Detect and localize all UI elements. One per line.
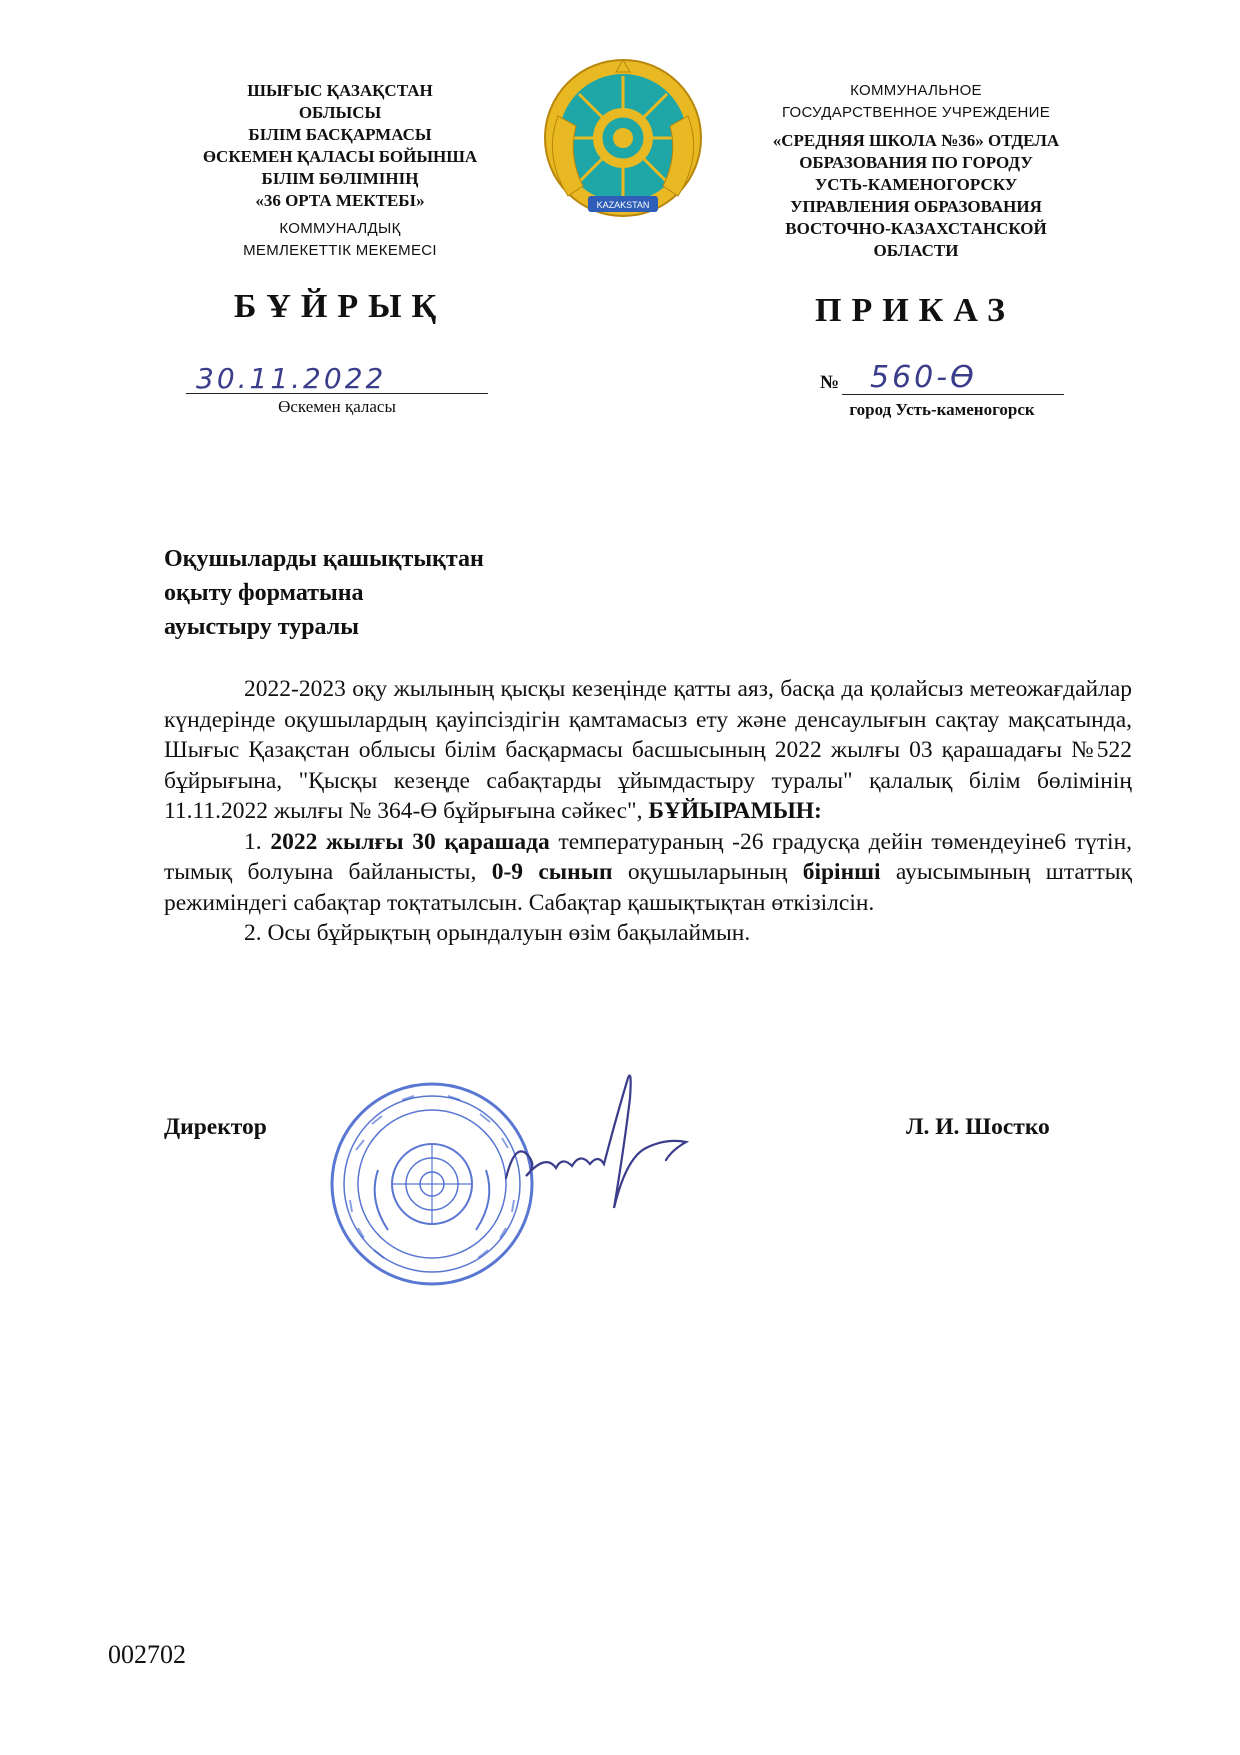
order-body	[164, 674, 1132, 949]
subject-line: Оқушыларды қашықтықтан	[164, 546, 484, 572]
date-handwritten: 30.11.2022	[196, 362, 387, 395]
paragraph-item-2: 2. Осы бұйрықтың орындалуын өзім бақылаймын.	[244, 920, 751, 946]
order-word: БҰЙЫРАМЫН:	[648, 798, 822, 824]
header-left-line: ШЫҒЫС ҚАЗАҚСТАН	[247, 81, 433, 100]
header-left-line: БІЛІМ БӨЛІМІНІҢ	[261, 169, 419, 188]
order-subject	[164, 542, 664, 644]
item-1-shift: бірінші	[802, 859, 881, 885]
handwritten-signature	[496, 1058, 720, 1214]
header-right-line: ГОСУДАРСТВЕННОЕ УЧРЕЖДЕНИЕ	[781, 104, 1051, 121]
header-left-line: ОБЛЫСЫ	[298, 103, 382, 122]
item-1-text-b: оқушыларының	[627, 859, 788, 885]
paragraph-preamble	[164, 674, 1132, 827]
header-left	[140, 80, 540, 262]
state-emblem	[538, 56, 708, 228]
header-left-line: БІЛІМ БАСҚАРМАСЫ	[248, 125, 432, 144]
header-left-org-type	[140, 218, 540, 262]
item-1-number: 1.	[244, 828, 262, 855]
item-1-grades: 0-9 сынып	[491, 859, 613, 885]
city-kazakh: Өскемен қаласы	[278, 397, 396, 416]
state-emblem-svg	[538, 56, 708, 228]
number-prefix: №	[820, 372, 840, 393]
header-left-org-name	[140, 80, 540, 212]
header-right-line: ОБЛАСТИ	[873, 241, 959, 260]
header-left-line: «36 ОРТА МЕКТЕБІ»	[255, 191, 425, 210]
signatory-title: Директор	[164, 1114, 267, 1140]
doc-type-russian: ПРИКАЗ	[815, 292, 1015, 329]
number-underline	[842, 394, 1064, 395]
city-russian: город Усть-каменогорск	[849, 400, 1035, 419]
preamble-text: 2022-2023 оқу жылының қысқы кезеңінде қатты аяз, басқа да қолайсыз метеожағдайлар күндерінде оқушылардың қауіпсіздігін қамтамасыз ету және денсаулығын сақтау мақсатында, Шығыс Қазақстан облысы білім басқармасы басшысының 2022 жылғы 03 қарашадағы №522 бұйрығына, "Қысқы кезеңде сабақтарды ұйымдастыру туралы" қалалық білім бөлімінің 11.11.2022 жылғы № 364-Ө бұйрығына сәйкес",	[164, 676, 1132, 824]
header-right-org-name	[716, 130, 1116, 262]
header-right-line: УПРАВЛЕНИЯ ОБРАЗОВАНИЯ	[790, 197, 1042, 216]
header-right	[716, 80, 1116, 262]
item-1-text-c: ауысымының штаттық режиміндегі сабақтар тоқтатылсын. Сабақтар қашықтықтан өткізілсін.	[164, 859, 1133, 916]
item-1-date: 2022 жылғы 30 қарашада	[270, 828, 550, 855]
header-left-line: КОММУНАЛДЫҚ	[279, 220, 401, 237]
document-serial-number: 002702	[108, 1640, 186, 1669]
subject-line: ауыстыру туралы	[164, 614, 359, 640]
date-underline	[186, 393, 488, 394]
header-right-line: ОБРАЗОВАНИЯ ПО ГОРОДУ	[799, 153, 1033, 172]
header-left-line: МЕМЛЕКЕТТІК МЕКЕМЕСІ	[243, 242, 437, 259]
paragraph-item-1	[164, 827, 1132, 919]
header-right-line: ВОСТОЧНО-КАЗАХСТАНСКОЙ	[785, 219, 1047, 238]
number-handwritten: 560-Ө	[870, 360, 977, 395]
header-right-line: УСТЬ-КАМЕНОГОРСКУ	[814, 175, 1018, 194]
emblem-label: KAZAKSTAN	[596, 200, 650, 210]
header-left-line: ӨСКЕМЕН ҚАЛАСЫ БОЙЫНША	[202, 147, 478, 166]
header-right-org-type	[716, 80, 1116, 124]
signatory-name: Л. И. Шостко	[906, 1114, 1050, 1140]
header-right-line: КОММУНАЛЬНОЕ	[850, 82, 982, 99]
subject-line: оқыту форматына	[164, 580, 364, 606]
item-1-text-a: температураның -26 градусқа дейін төмендеуіне6 түтін, тымық болуына байланысты,	[164, 828, 1133, 885]
header-right-line: «СРЕДНЯЯ ШКОЛА №36» ОТДЕЛА	[772, 131, 1060, 150]
handwritten-signature-svg	[496, 1058, 720, 1214]
doc-type-kazakh: БҰЙРЫҚ	[233, 288, 447, 325]
